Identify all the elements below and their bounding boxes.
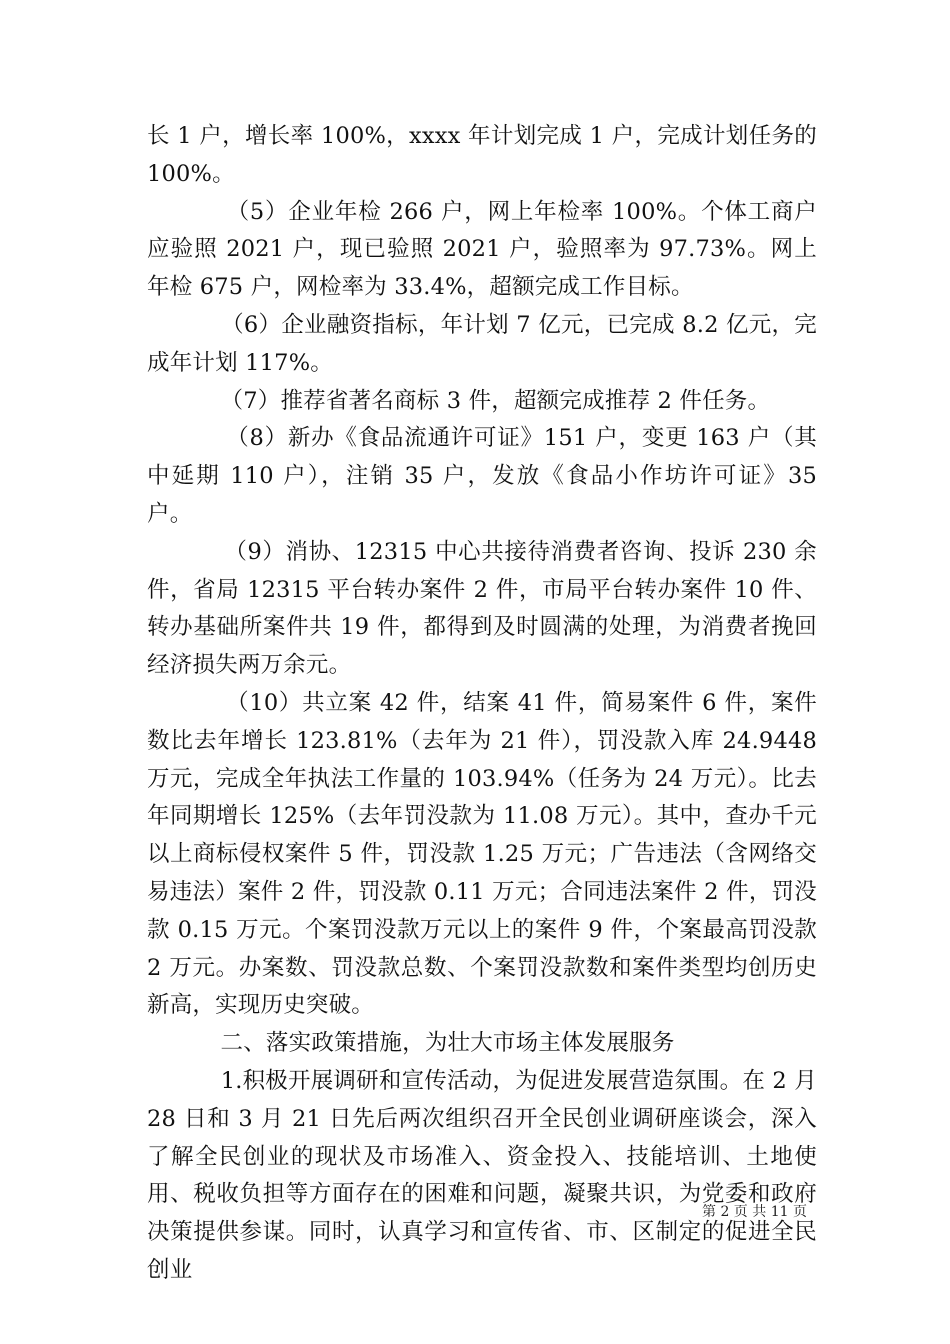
page-number: 第 2 页 共 11 页 [702,1204,807,1220]
paragraph: （10）共立案 42 件，结案 41 件，简易案件 6 件，案件数比去年增长 123.81%（去年为 21 件），罚没款入库 24.9448 万元，完成全年执法工作量的 103.94%（任务为 24 万元）。比去年同期增长 125%（去年罚没款为 11.08 万元）。其中，查办千元以上商标侵权案件 5 件，罚没款 1.25 万元；广告违法（含网络交易违法）案件 2 件，罚没款 0.11 万元；合同违法案件 2 件，罚没款 0.15 万元。个案罚没款万元以上的案件 9 件，个案最高罚没款 2 万元。办案数、罚没款总数、个案罚没款数和案件类型均创历史新高，实现历史突破。 [147,689,825,1019]
paragraph: 长 1 户，增长率 100%，xxxx 年计划完成 1 户，完成计划任务的 100%。 [147,123,825,187]
section-heading: 二、落实政策措施，为壮大市场主体发展服务 [147,1030,675,1057]
document-body [147,118,825,1290]
paragraph: 1.积极开展调研和宣传活动，为促进发展营造氛围。在 2 月 28 日和 3 月 21 日先后两次组织召开全民创业调研座谈会，深入了解全民创业的现状及市场准入、资金投入、技能培训、土地使用、税收负担等方面存在的困难和问题，凝聚共识，为党委和政府决策提供参谋。同时，认真学习和宣传省、市、区制定的促进全民创业 [147,1067,825,1283]
paragraph: （7）推荐省著名商标 3 件，超额完成推荐 2 件任务。 [147,387,771,414]
paragraph: （5）企业年检 266 户，网上年检率 100%。个体工商户应验照 2021 户，现已验照 2021 户，验照率为 97.73%。网上年检 675 户，网检率为 33.4%，超额完成工作目标。 [147,198,817,301]
paragraph: （6）企业融资指标，年计划 7 亿元，已完成 8.2 亿元，完成年计划 117%。 [147,311,817,376]
paragraph: （8）新办《食品流通许可证》151 户，变更 163 户（其中延期 110 户），注销 35 户，发放《食品小作坊许可证》35 户。 [147,425,825,527]
paragraph: （9）消协、12315 中心共接待消费者咨询、投诉 230 余件，省局 12315 平台转办案件 2 件，市局平台转办案件 10 件、转办基础所案件共 19 件，都得到及时圆满的处理，为消费者挽回经济损失两万余元。 [147,538,817,679]
